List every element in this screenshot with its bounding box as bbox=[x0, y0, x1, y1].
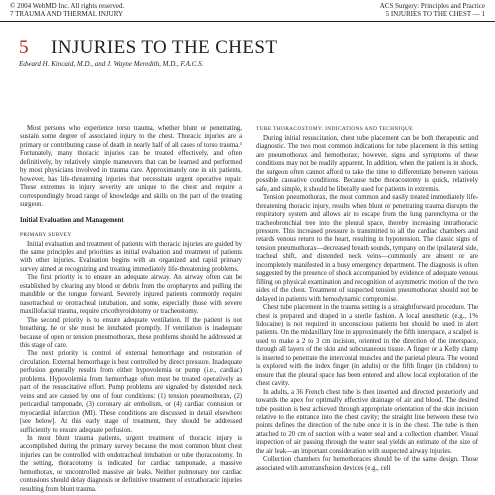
running-header-right bbox=[380, 2, 485, 19]
section-heading: Initial Evaluation and Management bbox=[20, 216, 124, 224]
body-paragraph: The next priority is control of external hemorrhage and restoration of circulation. External hemorrhage is best controlled by direct pressure. Inadequate perfusion generally results from either hypovolemia or pump (i.e., cardiac) problems. Hypovolemia from hemorrhage often must be treated operatively as part of the resuscitative effort. Pump problems are signaled by distended neck veins and are caused by one of four conditions: (1) tension pneumothorax, (2) pericardial tamponade, (3) coronary air embolism, or (4) cardiac contusion or myocardial infarction (MI). These conditions are discussed in detail elsewhere [see below]. At this early stage of treatment, they should be addressed sufficiently to ensure adequate perfusion. bbox=[20, 350, 242, 434]
section-label: 7 TRAUMA AND THERMAL INJURY bbox=[10, 10, 124, 19]
running-header-left bbox=[10, 2, 124, 19]
chapter-title: INJURIES TO THE CHEST bbox=[51, 37, 278, 58]
body-paragraph: In most blunt trauma patients, urgent treatment of thoracic injury is accomplished during the primary survey because the most common blunt chest injuries can be controlled with endotracheal intubation or tube thoracostomy. In the setting, thoracotomy is indicated for cardiac tamponade, a massive hemothorax, or uncontrolled massive air leaks. Neither pulmonary nor cardiac contusions should delay diagnosis or definitive treatment of extrathoracic injuries resulting from blunt trauma. bbox=[20, 434, 242, 493]
book-title: ACS Surgery: Principles and Practice bbox=[379, 2, 485, 10]
body-paragraph: Collection chambers for hemothoraces should be of the same design. Those associated with autotransfusion devices (e.g., cell bbox=[256, 456, 478, 472]
subsection-heading: PRIMARY SURVEY bbox=[20, 231, 72, 238]
chapter-number: 5 bbox=[19, 37, 29, 58]
header-divider bbox=[0, 21, 495, 22]
body-paragraph: Initial evaluation and treatment of patients with thoracic injuries are guided by the same principles and priorities as initial evaluation and treatment of patients with other injuries. Evaluation begins with an organized and rapid primary survey aimed at recognizing and treating immediately life-threatening problems. bbox=[20, 240, 242, 273]
copyright-notice: © 2004 WebMD Inc. All rights reserved. bbox=[10, 2, 125, 10]
body-paragraph: In adults, a 36 French chest tube is then inserted and directed posteriorly and towards the apex for optimally effective drainage of air and blood. The desired tube position is best achieved through appropriate orientation of the skin incision relative to the entrance into the chest cavity; the straight line between these two points defines the direction of the tube once it is in the chest. The tube is then attached to 20 cm of suction with a water seal and a collection chamber. Visual inspection of air passing through the water seal yields an estimate of the size of the air leak—an important consideration with suspected airway injuries. bbox=[256, 388, 478, 455]
author-line: Edward H. Kincaid, M.D., and J. Wayne Meredith, M.D., F.A.C.S. bbox=[19, 60, 204, 68]
body-paragraph: Tension pneumothorax, the most common and easily treated immediately life-threatening thoracic injury, results when blunt or penetrating trauma disrupts the respiratory system and allows air to escape from the lung parenchyma or the tracheobronchial tree into the pleural space, thereby increasing intrathoracic pressure. This increased pressure is transmitted to all the cardiac chambers and retards venous return to the heart, resulting in hypotension. The classic signs of tension pneumothorax—decreased breath sounds, tympany on the ipsilateral side, tracheal shift, and distended neck veins—commonly are absent or are incompletely manifested in a busy emergency department. The diagnosis is often suggested by the presence of shock accompanied by evidence of adequate venous filling on physical examination and recognition of asymmetric motion of the two sides of the chest. Treatment of suspected tension pneumothorax should not be delayed in patients with hemodynamic compromise. bbox=[256, 194, 478, 303]
subsection-heading: TUBE THORACOSTOMY: INDICATIONS AND TECHNIQUE bbox=[256, 126, 413, 132]
intro-paragraph: Most persons who experience torso trauma, whether blunt or penetrating, sustain some degree of associated injury to the chest. Thoracic injuries are a primary or contributing cause of death in nearly half of all cases of torso trauma.¹ Fortunately, many thoracic injuries can be treated effectively, and often definitively, by relatively simple maneuvers that can be learned and performed by most physicians involved in trauma care. Approximately one in six patients, however, has life-threatening injuries that necessitate urgent operative repair. These extremes in injury severity are unique to the chest and require a correspondingly broad range of knowledge and skills on the part of the treating surgeon. bbox=[20, 125, 242, 209]
body-paragraph: Chest tube placement in the trauma setting is a straightforward procedure. The chest is prepared and draped in a sterile fashion. A local anesthetic (e.g., 1% lidocaine) is not required in unconscious patients but should be used in alert patients. On the midaxillary line in approximately the fifth interspace, a scalpel is used to make a 2 to 3 cm incision, oriented in the direction of the interspace, through all layers of the skin and subcutaneous tissue. A finger or a Kelly clamp is inserted to penetrate the intercostal muscles and the parietal pleura. The wound is explored with the index finger (in adults) or the fifth finger (in children) to ensure that the pleural space has been entered and allow local exploration of the chest cavity. bbox=[256, 304, 478, 388]
left-column bbox=[20, 125, 242, 494]
chapter-page-label: 5 INJURIES TO THE CHEST — 1 bbox=[385, 10, 485, 19]
body-paragraph: During initial resuscitation, chest tube placement can be both therapeutic and diagnostic. The two most common indications for tube placement in this setting are pneumothorax and hemothorax; however, signs and symptoms of these conditions may not be readily apparent. In addition, when the patient is in shock, the surgeon often cannot afford to take the time to differentiate between various possible causative conditions. Because tube thoracostomy is quick, relatively safe, and simple, it should be liberally used for patients in extremis. bbox=[256, 135, 478, 193]
body-paragraph: The first priority is to ensure an adequate airway. An airway often can be established by clearing any blood or debris from the oropharynx and pulling the mandible or the tongue forward. Severely injured patients commonly require nasotracheal or orotracheal intubation, and some, especially those with severe maxillofacial trauma, require cricothyroidotomy or tracheostomy. bbox=[20, 274, 242, 316]
right-column bbox=[256, 125, 478, 473]
body-paragraph: The second priority is to ensure adequate ventilation. If the patient is not breathing, he or she must be intubated promptly. If ventilation is inadequate because of open or tension pneumothorax, these problems should be addressed at this stage of care. bbox=[20, 316, 242, 349]
